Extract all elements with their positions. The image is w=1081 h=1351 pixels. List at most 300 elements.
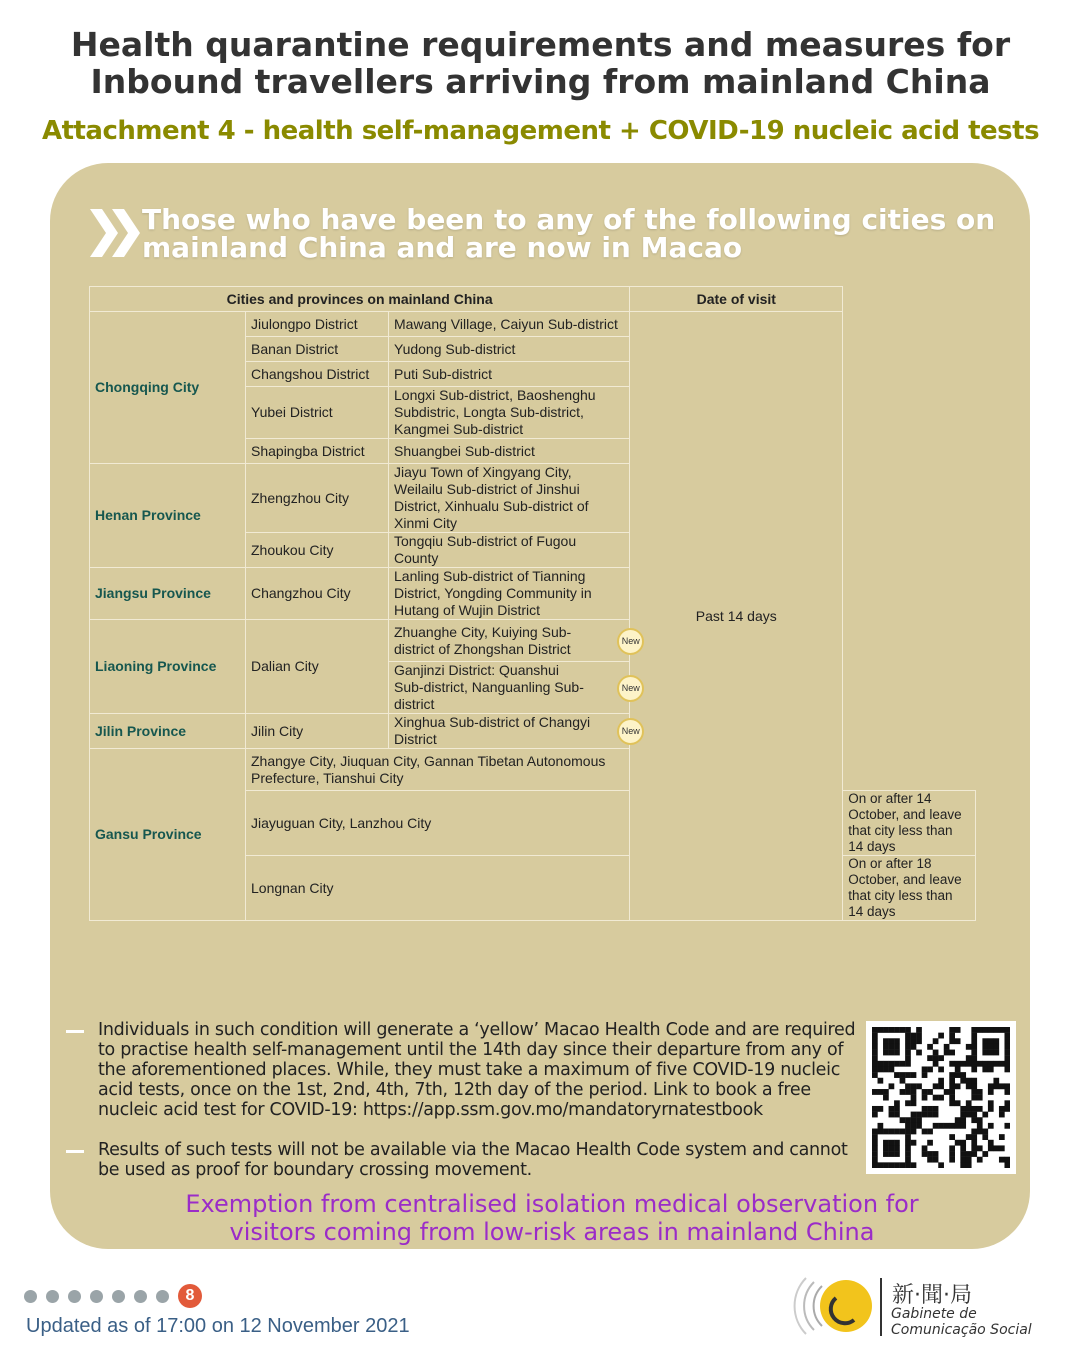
qr-module [960,1123,966,1129]
qr-module [966,1157,972,1163]
title-line-1: Health quarantine requirements and measures for [70,25,1011,64]
updated-timestamp: Updated as of 17:00 on 12 November 2021 [26,1315,410,1337]
qr-module [894,1162,900,1168]
qr-module [988,1123,994,1129]
qr-module [949,1157,955,1163]
qr-module [905,1129,911,1135]
province-jilin: Jilin Province [90,714,246,749]
qr-module [872,1033,878,1039]
heading-line-1: Those who have been to any of the following cities on [142,203,996,236]
qr-module [894,1129,900,1135]
qr-module [900,1129,906,1135]
qr-module [993,1083,999,1089]
qr-module [982,1038,988,1044]
qr-module [982,1050,988,1056]
qr-module [1004,1089,1010,1095]
qr-module [878,1066,884,1072]
qr-module [960,1078,966,1084]
qr-module [988,1140,994,1146]
qr-module [872,1066,878,1072]
area-cell [389,662,640,714]
qr-module [889,1061,895,1067]
qr-module [894,1044,900,1050]
qr-module [971,1134,977,1140]
qr-module [966,1100,972,1106]
qr-module [922,1129,928,1135]
qr-module [977,1145,983,1151]
page-dot[interactable] [24,1290,37,1303]
qr-module [927,1151,933,1157]
qr-module [900,1117,906,1123]
city-cell: Banan District [246,337,389,362]
qr-module [905,1083,911,1089]
qr-module [1004,1061,1010,1067]
qr-module [966,1078,972,1084]
qr-module [916,1038,922,1044]
qr-module [905,1027,911,1033]
city-cell: Shapingba District [246,439,389,464]
qr-module [894,1151,900,1157]
qr-module [944,1089,950,1095]
qr-module [900,1072,906,1078]
qr-module [971,1044,977,1050]
qr-module [1004,1100,1010,1106]
qr-module [894,1061,900,1067]
qr-module [905,1061,911,1067]
qr-module [927,1055,933,1061]
note-item [66,1140,856,1180]
qr-module [955,1123,961,1129]
qr-module [977,1061,983,1067]
qr-code[interactable] [866,1021,1016,1174]
qr-module [982,1044,988,1050]
new-badge: New [617,675,644,702]
qr-module [1004,1106,1010,1112]
qr-module [878,1089,884,1095]
qr-module [982,1129,988,1135]
qr-module [993,1061,999,1067]
double-chevron-icon [90,207,142,259]
qr-module [905,1038,911,1044]
note-item [66,1020,856,1120]
area-cell: Tongqiu Sub-district of Fugou County [389,533,630,568]
exemption-link[interactable] [150,1190,954,1246]
area-cell: Yudong Sub-district [389,337,630,362]
qr-module [988,1106,994,1112]
qr-module [949,1050,955,1056]
qr-module [949,1078,955,1084]
qr-module [988,1089,994,1095]
qr-module [872,1044,878,1050]
qr-module [955,1140,961,1146]
qr-module [938,1083,944,1089]
area-cell [389,620,640,662]
qr-module [949,1061,955,1067]
qr-module [933,1055,939,1061]
qr-module [916,1112,922,1118]
qr-module [949,1083,955,1089]
qr-module [911,1129,917,1135]
qr-module [982,1134,988,1140]
qr-module [905,1044,911,1050]
area-cell: Puti Sub-district [389,362,630,387]
qr-module [883,1061,889,1067]
qr-module [883,1089,889,1095]
qr-module [933,1106,939,1112]
qr-module [971,1140,977,1146]
qr-module [977,1089,983,1095]
qr-module [872,1089,878,1095]
qr-module [905,1140,911,1146]
qr-module [927,1157,933,1163]
header-date: Date of visit [630,287,843,312]
qr-module [872,1055,878,1061]
area-cell: Mawang Village, Caiyun Sub-district [389,312,630,337]
qr-module [894,1140,900,1146]
qr-module [905,1100,911,1106]
qr-module [999,1157,1005,1163]
table-row [90,312,976,337]
qr-module [960,1106,966,1112]
qr-module [988,1083,994,1089]
qr-module [872,1061,878,1067]
qr-module [988,1027,994,1033]
qr-module [988,1145,994,1151]
date-cell: On or after 18 October, and leave that city less than 14 days [843,856,976,921]
heading-line-2: mainland China and are now in Macao [142,231,743,264]
qr-module [933,1050,939,1056]
qr-module [911,1117,917,1123]
qr-module [911,1033,917,1039]
qr-module [883,1145,889,1151]
qr-module [1004,1033,1010,1039]
qr-module [993,1078,999,1084]
qr-module [894,1100,900,1106]
qr-module [960,1061,966,1067]
qr-module [900,1078,906,1084]
qr-module [938,1033,944,1039]
qr-module [872,1140,878,1146]
page-dot[interactable] [46,1290,59,1303]
qr-module [927,1066,933,1072]
qr-module [993,1044,999,1050]
qr-module [982,1112,988,1118]
qr-module [927,1140,933,1146]
qr-module [916,1027,922,1033]
qr-module [966,1083,972,1089]
qr-module [966,1112,972,1118]
qr-module [894,1145,900,1151]
dash-icon [66,1030,84,1033]
qr-module [971,1078,977,1084]
page-title [0,26,1081,100]
qr-module [922,1106,928,1112]
qr-module [905,1151,911,1157]
qr-module [1004,1157,1010,1163]
qr-module [999,1134,1005,1140]
qr-module [900,1027,906,1033]
section-heading [142,203,1002,264]
qr-module [955,1117,961,1123]
qr-module [955,1061,961,1067]
area-cell: Shuangbei Sub-district [389,439,630,464]
page-dot[interactable] [134,1290,147,1303]
qr-module [883,1044,889,1050]
current-page-badge[interactable]: 8 [178,1284,202,1308]
affected-areas-table [89,286,976,921]
qr-module [988,1038,994,1044]
qr-module [999,1061,1005,1067]
qr-module [878,1061,884,1067]
area-cell: Longxi Sub-district, Baoshenghu Subdistric, Longta Sub-district, Kangmei Sub-district [389,387,630,439]
qr-module [982,1151,988,1157]
page-dot[interactable] [90,1290,103,1303]
qr-module [999,1027,1005,1033]
qr-module [883,1038,889,1044]
qr-module [894,1072,900,1078]
province-liaoning: Liaoning Province [90,620,246,714]
qr-module [927,1106,933,1112]
qr-module [894,1027,900,1033]
qr-module [977,1095,983,1101]
province-chongqing: Chongqing City [90,312,246,464]
qr-module [905,1050,911,1056]
qr-module [927,1089,933,1095]
qr-module [883,1151,889,1157]
qr-module [949,1095,955,1101]
qr-module [872,1134,878,1140]
qr-module [960,1145,966,1151]
qr-module [905,1157,911,1163]
qr-module [905,1089,911,1095]
qr-module [949,1072,955,1078]
qr-module [883,1027,889,1033]
city-cell: Yubei District [246,387,389,439]
qr-module [971,1112,977,1118]
qr-module [949,1123,955,1129]
date-cell: On or after 14 October, and leave that city less than 14 days [843,791,976,856]
qr-module [872,1072,878,1078]
province-jiangsu: Jiangsu Province [90,568,246,620]
qr-module [1004,1066,1010,1072]
qr-module [988,1066,994,1072]
qr-module [889,1044,895,1050]
qr-module [905,1055,911,1061]
area-cell: Jiayuguan City, Lanzhou City [246,791,630,856]
area-cell: Zhangye City, Jiuquan City, Gannan Tibetan Autonomous Prefecture, Tianshui City [246,749,630,791]
qr-module [938,1162,944,1168]
area-text: Zhuanghe City, Kuiying Sub-district of Zhongshan District [394,623,572,657]
qr-module [894,1106,900,1112]
logo-chinese-text: 新·聞·局 [892,1283,972,1308]
qr-module [955,1038,961,1044]
qr-module [971,1106,977,1112]
qr-module [993,1145,999,1151]
qr-module [993,1027,999,1033]
qr-module [977,1157,983,1163]
qr-module [872,1129,878,1135]
qr-module [889,1083,895,1089]
area-cell: Jiayu Town of Xingyang City, Weilailu Sub-district of Jinshui District, Xinhualu Sub-district of Xinmi City [389,464,630,533]
area-cell: Lanling Sub-district of Tianning District, Yongding Community in Hutang of Wujin District [389,568,630,620]
qr-module [960,1140,966,1146]
note-text: Results of such tests will not be available via the Macao Health Code system and cannot be used as proof for boundary crossing movement. [98,1140,848,1180]
qr-module [949,1151,955,1157]
note-text: Individuals in such condition will generate a ‘yellow’ Macao Health Code and are required to practise health self-management until the 14th day since their departure from any of the aforementioned places. While, they must take a maximum of five COVID-19 nucleic acid tests, once on the 1st, 2nd, 4th, 7th, 12th day of the period. Link to book a free nucleic acid test for COVID-19: https://app.ssm.gov.mo/mandatoryrnatestbook [98,1020,856,1120]
new-badge: New [617,628,644,655]
page-indicator [24,1284,202,1308]
area-text: Xinghua Sub-district of Changyi District [394,714,591,747]
qr-module [927,1112,933,1118]
qr-module [966,1055,972,1061]
qr-module [894,1112,900,1118]
qr-module [944,1050,950,1056]
qr-module [889,1140,895,1146]
qr-module [999,1083,1005,1089]
city-cell: Jiulongpo District [246,312,389,337]
qr-module [938,1055,944,1061]
qr-module [889,1112,895,1118]
qr-module [889,1151,895,1157]
qr-module [922,1151,928,1157]
qr-module [966,1061,972,1067]
area-text: Ganjinzi District: Quanshui Sub-district, Nanguanling Sub-district [394,662,584,712]
qr-module [977,1123,983,1129]
qr-module [883,1129,889,1135]
qr-module [933,1157,939,1163]
qr-module [883,1140,889,1146]
qr-module [1004,1050,1010,1056]
city-cell: Jilin City [246,714,389,749]
qr-module [1004,1027,1010,1033]
qr-module [922,1072,928,1078]
qr-module [911,1038,917,1044]
qr-module [999,1106,1005,1112]
qr-module [971,1089,977,1095]
qr-module [944,1123,950,1129]
qr-module [889,1162,895,1168]
qr-module [911,1089,917,1095]
qr-module [922,1066,928,1072]
qr-module [889,1106,895,1112]
qr-module [999,1145,1005,1151]
qr-module [872,1157,878,1163]
qr-module [938,1095,944,1101]
dash-icon [66,1150,84,1153]
qr-module [878,1162,884,1168]
qr-module [905,1145,911,1151]
qr-module [999,1112,1005,1118]
qr-module [971,1066,977,1072]
qr-module [872,1162,878,1168]
page-dot[interactable] [68,1290,81,1303]
qr-module [949,1033,955,1039]
city-cell: Zhoukou City [246,533,389,568]
qr-module [916,1050,922,1056]
qr-module [916,1033,922,1039]
qr-module [993,1038,999,1044]
qr-module [911,1162,917,1168]
qr-module [949,1027,955,1033]
qr-module [971,1129,977,1135]
qr-module [905,1033,911,1039]
qr-module [982,1066,988,1072]
qr-module [966,1044,972,1050]
qr-module [916,1123,922,1129]
page-dot[interactable] [112,1290,125,1303]
qr-module [1004,1055,1010,1061]
page-dot[interactable] [156,1290,169,1303]
qr-module [872,1038,878,1044]
qr-module [1004,1162,1010,1168]
qr-module [933,1123,939,1129]
qr-module [889,1129,895,1135]
qr-module [911,1072,917,1078]
qr-module [911,1123,917,1129]
qr-module [955,1066,961,1072]
qr-module [966,1134,972,1140]
exemption-line-1: Exemption from centralised isolation medical observation for [185,1190,919,1218]
qr-module [883,1095,889,1101]
qr-module [949,1100,955,1106]
qr-module [905,1072,911,1078]
qr-module [977,1106,983,1112]
qr-module [916,1117,922,1123]
qr-module [960,1112,966,1118]
qr-module [922,1089,928,1095]
area-cell [389,714,640,749]
qr-module [911,1140,917,1146]
qr-module [944,1044,950,1050]
qr-module [878,1027,884,1033]
qr-module [988,1050,994,1056]
qr-module [872,1106,878,1112]
qr-module [960,1162,966,1168]
logo-pt-line-1: Gabinete de [891,1306,977,1322]
qr-module [900,1089,906,1095]
qr-module [971,1055,977,1061]
qr-module [933,1151,939,1157]
qr-module [905,1123,911,1129]
header-places: Cities and provinces on mainland China [90,287,630,312]
qr-module [1004,1038,1010,1044]
qr-module [971,1050,977,1056]
title-line-2: Inbound travellers arriving from mainland China [90,62,991,101]
qr-module [966,1151,972,1157]
qr-module [938,1066,944,1072]
qr-module [883,1050,889,1056]
qr-module [905,1117,911,1123]
qr-module [982,1061,988,1067]
table-header-row [90,287,976,312]
qr-module [949,1038,955,1044]
qr-module [949,1134,955,1140]
qr-module [927,1129,933,1135]
qr-module [993,1050,999,1056]
qr-module [905,1162,911,1168]
qr-module [971,1117,977,1123]
qr-module [933,1061,939,1067]
page-subtitle: Attachment 4 - health self-management + COVID-19 nucleic acid tests [41,116,1040,146]
qr-module [872,1027,878,1033]
qr-module [960,1157,966,1163]
qr-module [938,1078,944,1084]
notes-list [66,1020,856,1200]
qr-module [977,1117,983,1123]
qr-module [872,1151,878,1157]
qr-module [894,1038,900,1044]
qr-module [955,1027,961,1033]
